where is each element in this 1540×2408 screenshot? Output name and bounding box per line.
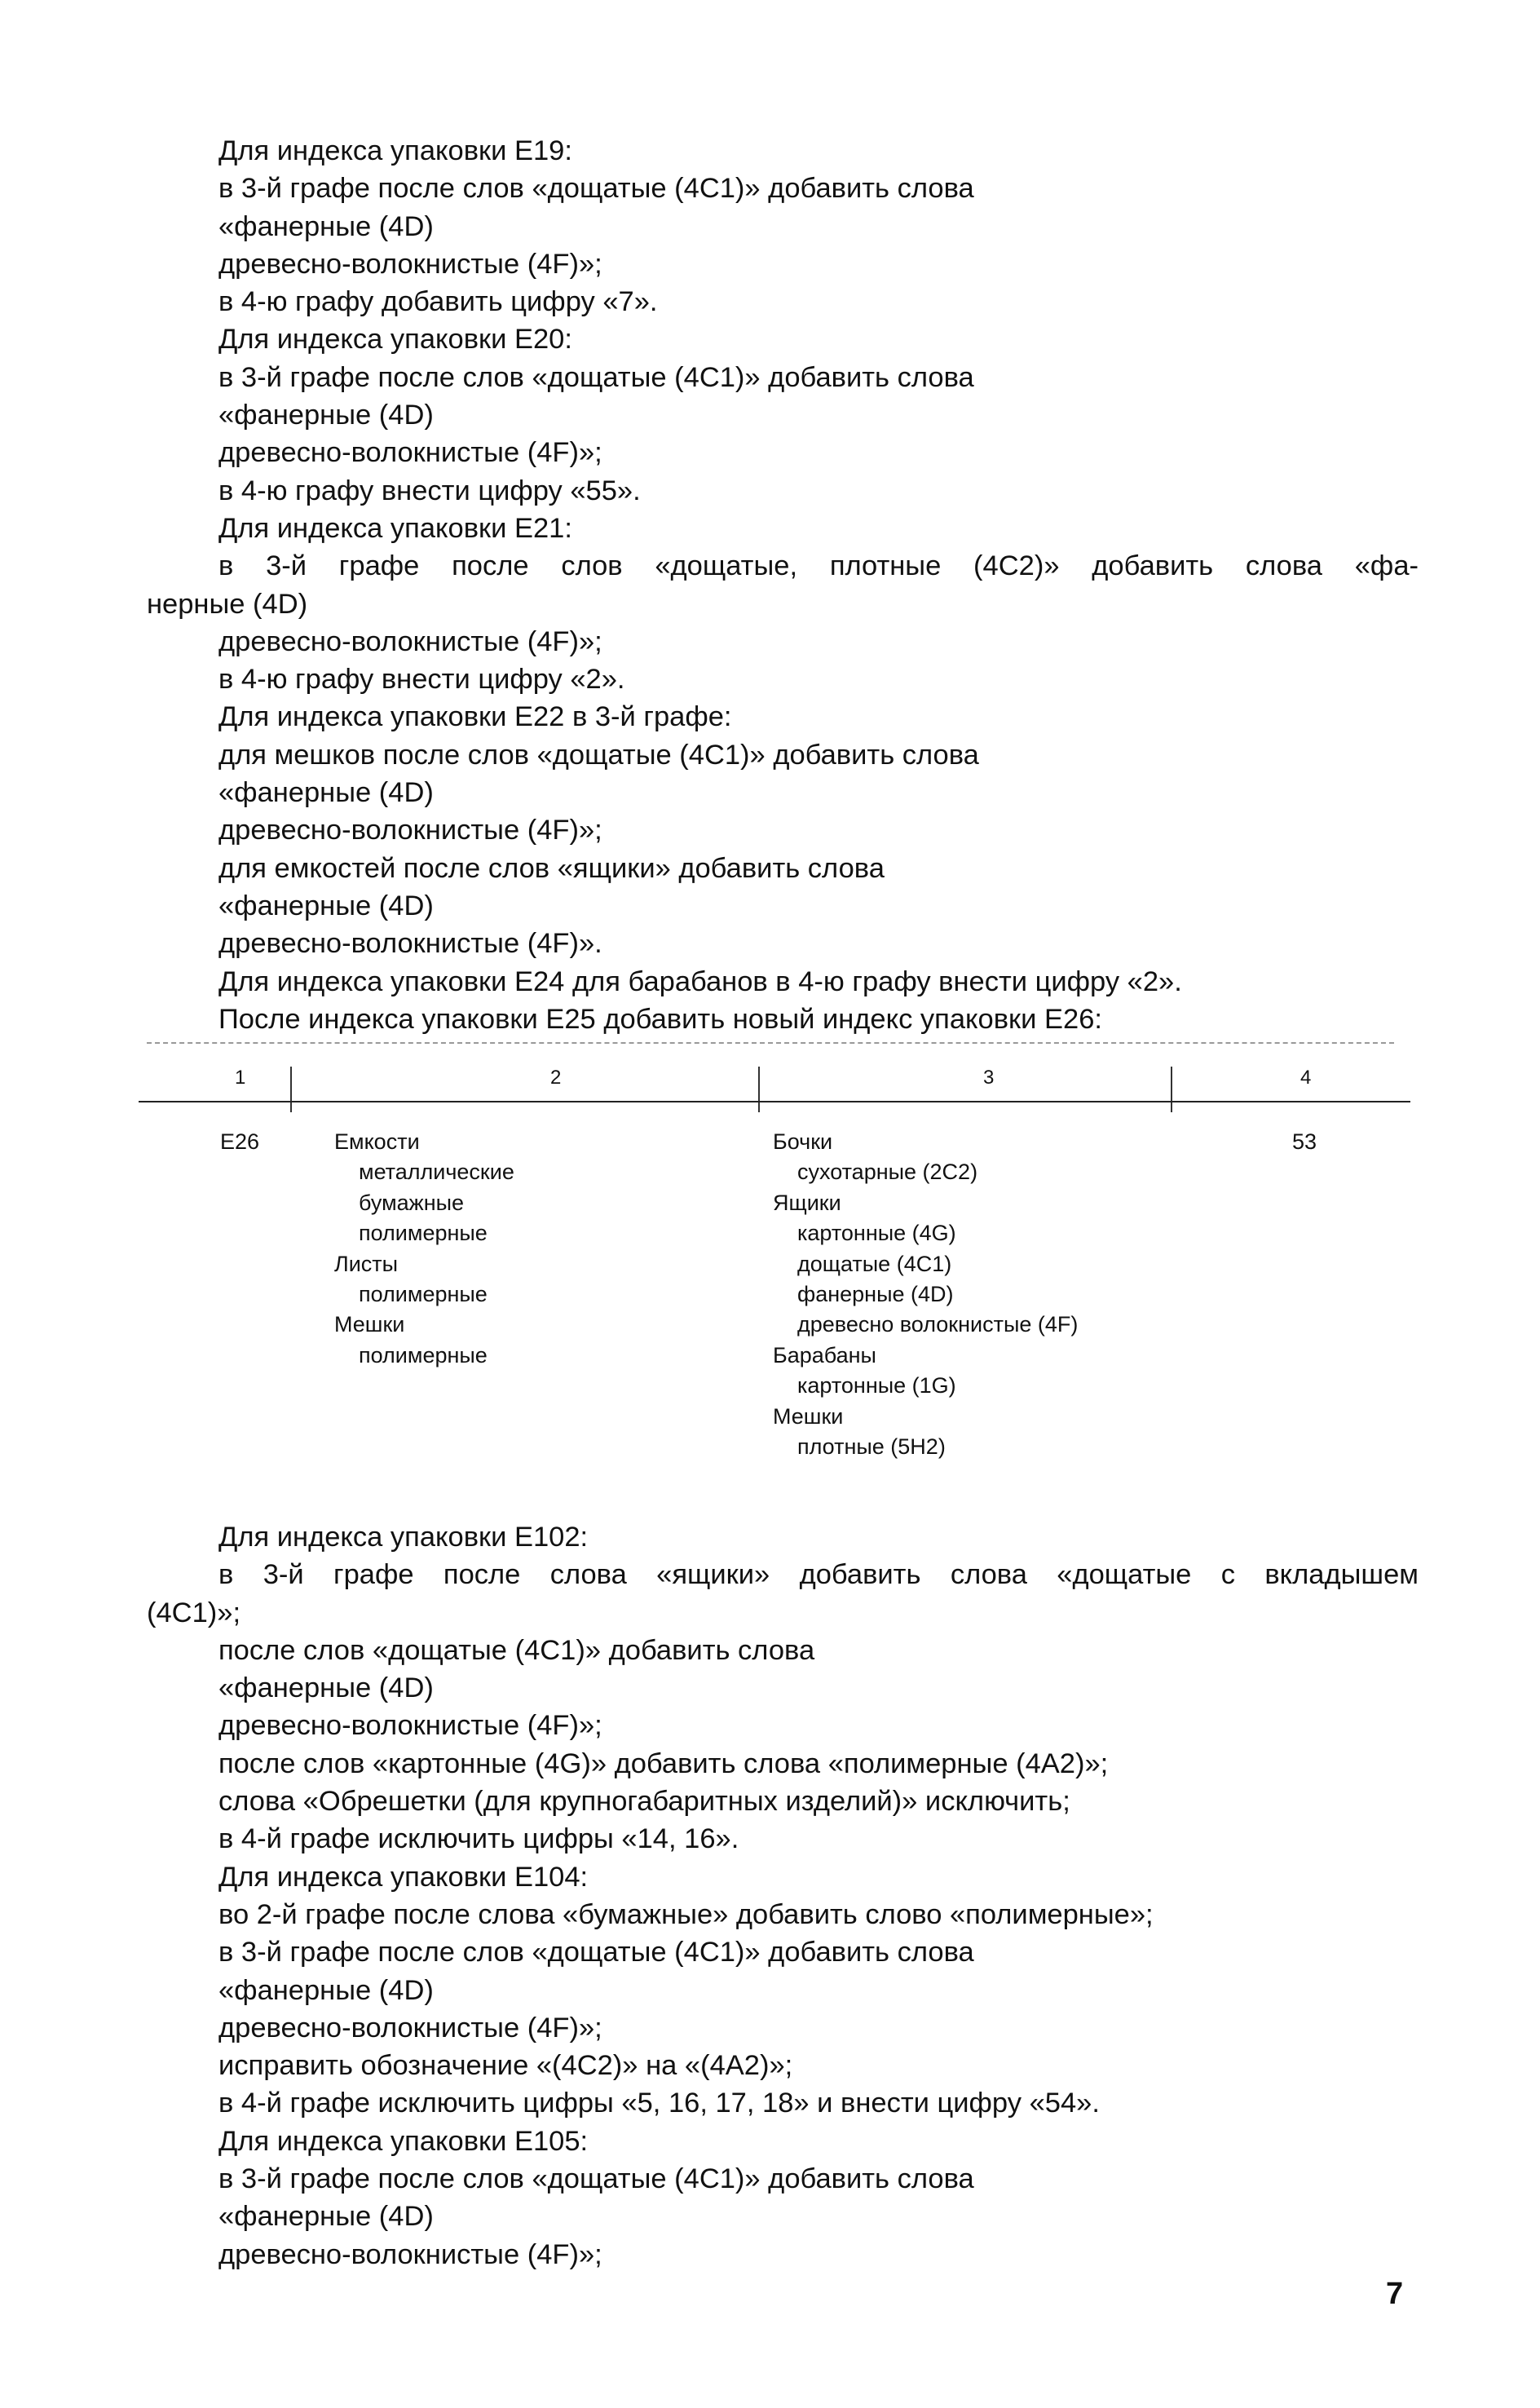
column-header: 3: [983, 1067, 995, 1089]
text-line: Для индекса упаковки Е24 для барабанов в 4-ю графу внести цифру «2».: [218, 965, 1182, 997]
column-divider: [290, 1067, 292, 1112]
table-cell: фанерные (4D): [797, 1281, 954, 1306]
text-line: после слов «картонные (4G)» добавить слова «полимерные (4А2)»;: [218, 1747, 1109, 1779]
table-cell: Барабаны: [773, 1342, 876, 1367]
text-line: после слов «дощатые (4С1)» добавить слова: [218, 1634, 815, 1666]
page-number: 7: [1386, 2277, 1404, 2311]
text-line: в 3-й графе после слов «дощатые (4С1)» добавить слова: [218, 173, 974, 205]
text-line: древесно-волокнистые (4F)»;: [218, 437, 602, 469]
table-cell: картонные (1G): [797, 1373, 956, 1398]
column-header: 4: [1300, 1067, 1312, 1089]
text-line: в 4-й графе исключить цифры «5, 16, 17, 18» и внести цифру «54».: [218, 2088, 1100, 2119]
text-line: древесно-волокнистые (4F)»;: [218, 625, 602, 657]
text-line: в 4-ю графу добавить цифру «7».: [218, 286, 658, 318]
table-header-row: [139, 1042, 1410, 1101]
table-cell: полимерные: [359, 1342, 488, 1367]
table-cell: сухотарные (2С2): [797, 1160, 978, 1185]
text-line: в 4-ю графу внести цифру «2».: [218, 664, 625, 696]
table-cell: металлические: [359, 1160, 514, 1185]
table-header-rule: [139, 1101, 1410, 1102]
text-line: (4С1)»;: [147, 1597, 241, 1628]
text-line: для емкостей после слов «ящики» добавить слова: [218, 852, 885, 884]
text-line: Для индекса упаковки Е105:: [218, 2125, 589, 2157]
table-cell: Мешки: [773, 1403, 844, 1429]
table-cell: бумажные: [359, 1190, 465, 1215]
text-line: «фанерные (4D): [218, 1974, 434, 2006]
text-line: Для индекса упаковки Е104:: [218, 1861, 589, 1893]
text-line: «фанерные (4D): [218, 777, 434, 809]
text-line: «фанерные (4D): [218, 210, 434, 242]
text-line: Для индекса упаковки Е20:: [218, 324, 572, 356]
table-cell: картонные (4G): [797, 1221, 956, 1246]
text-line: в 3-й графе после слов «дощатые (4С1)» добавить слова: [218, 361, 974, 393]
text-line: для мешков после слов «дощатые (4С1)» добавить слова: [218, 739, 979, 771]
text-line: Для индекса упаковки Е22 в 3-й графе:: [218, 701, 732, 733]
table-cell: Бочки: [773, 1129, 833, 1154]
column-divider: [758, 1067, 760, 1112]
column-header: 1: [235, 1067, 246, 1089]
table-cell: полимерные: [359, 1281, 488, 1306]
packaging-table: [139, 1042, 1410, 1466]
text-line: Для индекса упаковки Е102:: [218, 1522, 589, 1553]
text-line: в 4-й графе исключить цифры «14, 16».: [218, 1823, 739, 1855]
table-col-2: [334, 1127, 514, 1371]
text-line: Для индекса упаковки Е19:: [218, 135, 572, 166]
amendments-section-1: [147, 132, 1419, 1038]
text-line: во 2-й графе после слова «бумажные» добавить слово «полимерные»;: [218, 1898, 1154, 1930]
text-line: древесно-волокнистые (4F)»;: [218, 248, 602, 280]
text-line: в 3-й графе после слов «дощатые (4С1)» добавить слова: [218, 2163, 974, 2195]
table-cell: плотные (5Н2): [797, 1434, 946, 1459]
table-cell: Ящики: [773, 1190, 841, 1215]
table-cell: древесно волокнистые (4F): [797, 1312, 1079, 1337]
table-col-4: [1292, 1127, 1317, 1157]
text-line: в 3-й графе после слова «ящики» добавить слова «дощатые с вкладышем: [218, 1559, 1419, 1591]
text-line: «фанерные (4D): [218, 1672, 434, 1704]
text-line: После индекса упаковки Е25 добавить новый индекс упаковки Е26:: [218, 1003, 1102, 1035]
text-line: древесно-волокнистые (4F)».: [218, 928, 602, 960]
column-divider: [1171, 1067, 1172, 1112]
text-line: слова «Обрешетки (для крупногабаритных изделий)» исключить;: [218, 1786, 1070, 1818]
table-cell: Мешки: [334, 1312, 405, 1337]
table-cell: Емкости: [334, 1129, 420, 1154]
table-cell: дощатые (4С1): [797, 1251, 952, 1276]
text-line: «фанерные (4D): [218, 2201, 434, 2233]
text-line: древесно-волокнистые (4F)»;: [218, 815, 602, 846]
text-line: в 3-й графе после слов «дощатые, плотные (4С2)» добавить слова «фа-: [218, 550, 1419, 582]
amendments-section-2: [147, 1518, 1419, 2273]
table-cell: полимерные: [359, 1221, 488, 1246]
table-cell: Е26: [220, 1129, 260, 1154]
table-col-1: [220, 1127, 259, 1157]
text-line: древесно-волокнистые (4F)»;: [218, 2012, 602, 2043]
table-cell: Листы: [334, 1251, 399, 1276]
text-line: в 3-й графе после слов «дощатые (4С1)» добавить слова: [218, 1937, 974, 1968]
column-header: 2: [550, 1067, 562, 1089]
text-line: в 4-ю графу внести цифру «55».: [218, 475, 641, 506]
text-line: нерные (4D): [147, 588, 308, 620]
text-line: Для индекса упаковки Е21:: [218, 512, 572, 544]
text-line: древесно-волокнистые (4F)»;: [218, 2238, 602, 2270]
text-line: исправить обозначение «(4С2)» на «(4А2)»;: [218, 2050, 793, 2082]
table-col-3: [773, 1127, 1078, 1462]
text-line: древесно-волокнистые (4F)»;: [218, 1710, 602, 1742]
text-line: «фанерные (4D): [218, 890, 434, 921]
text-line: «фанерные (4D): [218, 400, 434, 431]
table-cell: 53: [1292, 1129, 1317, 1154]
